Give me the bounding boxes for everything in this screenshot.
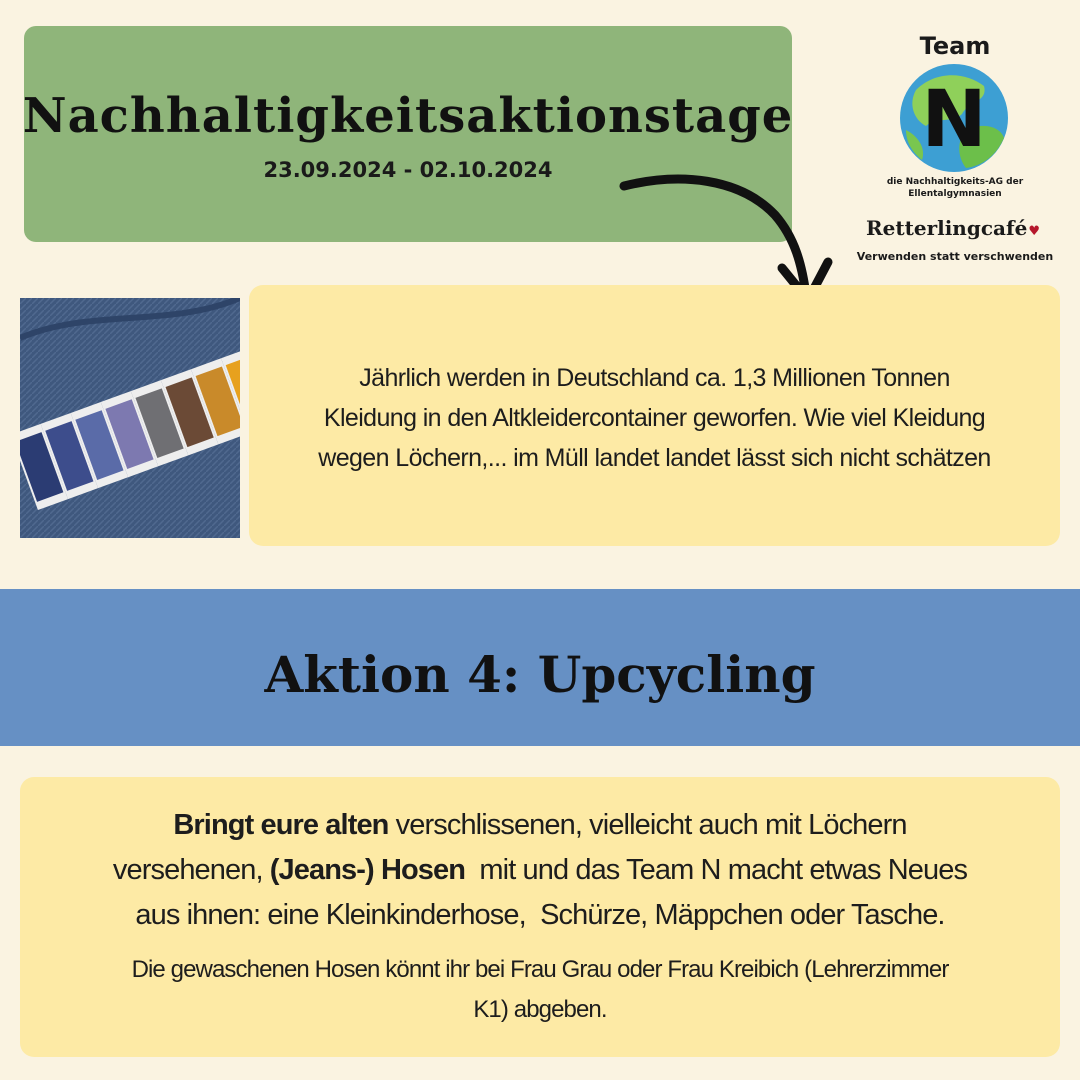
- info-line-3: aus ihnen: eine Kleinkinderhose, Schürze, Mäppchen oder Tasche.: [135, 899, 945, 931]
- cafe-logo: [858, 216, 1048, 240]
- info-note: [30, 950, 1050, 1030]
- logo-team-label: Team: [919, 32, 991, 60]
- info-note-line-2: K1) abgeben.: [473, 996, 607, 1023]
- info-line-2: [30, 848, 1050, 893]
- fact-line-1: Jährlich werden in Deutschland ca. 1,3 Millionen Tonnen: [359, 364, 950, 392]
- cafe-slogan: Verwenden statt verschwenden: [856, 250, 1054, 263]
- action-title: Aktion 4: Upcycling: [264, 645, 816, 704]
- thread-spools-photo: [20, 298, 240, 538]
- fact-line-3: wegen Löchern,... im Müll landet landet lässt sich nicht schätzen: [318, 444, 991, 472]
- info-bold-2: (Jeans-) Hosen: [269, 854, 466, 886]
- page-title: Nachhaltigkeitsaktionstage: [22, 88, 794, 144]
- info-text-3: mit und das Team N macht etwas Neues: [465, 854, 968, 886]
- info-main-text: [30, 803, 1050, 938]
- info-note-line-1: Die gewaschenen Hosen könnt ihr bei Frau Grau oder Frau Kreibich (Lehrerzimmer: [131, 956, 949, 983]
- date-range: 23.09.2024 - 02.10.2024: [263, 158, 553, 182]
- info-text-2: versehenen,: [112, 854, 270, 886]
- fact-line-2: Kleidung in den Altkleidercontainer geworfen. Wie viel Kleidung: [323, 404, 986, 432]
- heart-icon: ♥: [1028, 224, 1040, 239]
- logo-letter: N: [921, 75, 987, 165]
- info-text-1: verschlissenen, vielleicht auch mit Löchern: [388, 809, 907, 841]
- info-line-1: [30, 803, 1050, 848]
- logo-caption-line-1: die Nachhaltigkeits-AG der: [886, 177, 1024, 187]
- info-bold-1: Bringt eure alten: [173, 809, 389, 841]
- logo-caption-line-2: Ellentalgymnasien: [908, 189, 1002, 199]
- fact-text: [259, 358, 1050, 478]
- cafe-name: Retterlingcafé: [866, 216, 1028, 240]
- logo-caption: [860, 176, 1050, 200]
- globe-icon: [896, 60, 1012, 176]
